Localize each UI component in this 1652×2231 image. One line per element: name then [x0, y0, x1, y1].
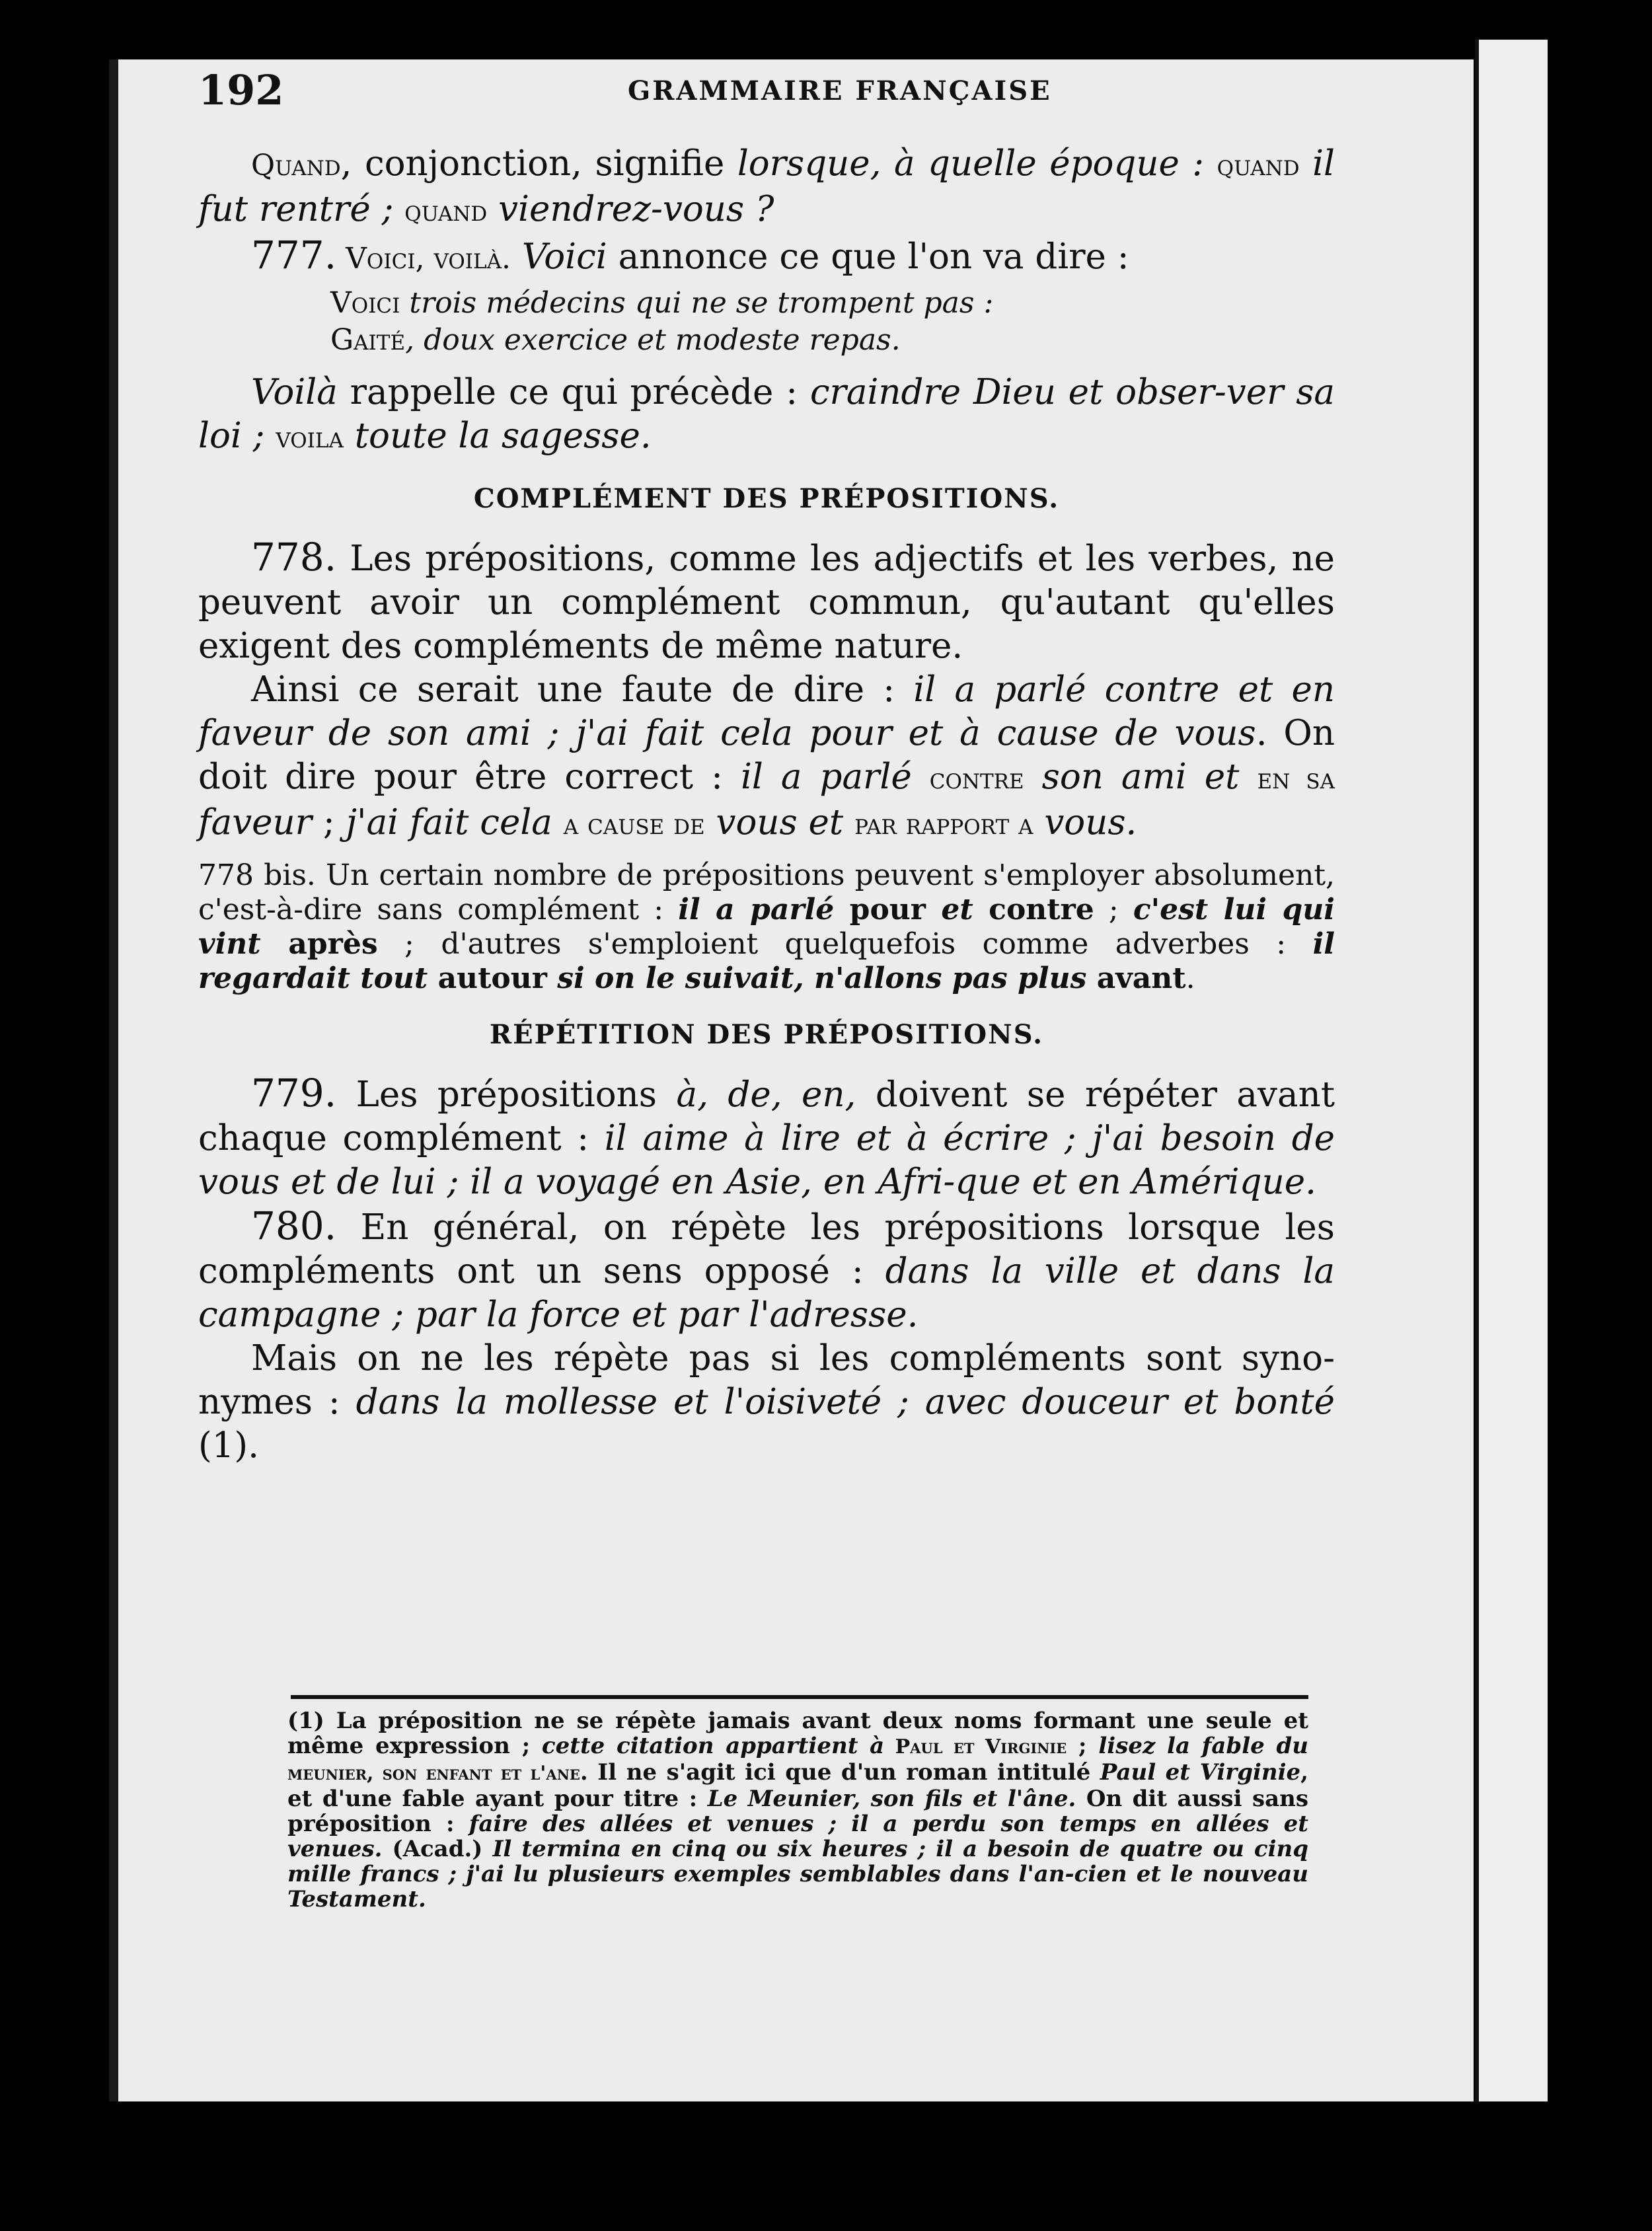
verse-line: Voici trois médecins qui ne se trompent pas :: [330, 286, 994, 320]
page-number: 192: [198, 66, 284, 114]
paragraph-ainsi: Ainsi ce serait une faute de dire : il a parlé contre et en faveur de son ami ; j'ai fait cela pour et à cause de vous. On doit dire pour être correct : il a parlé contre son ami et en sa faveur ; j'ai fait cela a cause de vous et par rapport a vous.: [198, 669, 1335, 843]
paragraph-778-bis: 778 bis. Un certain nombre de prépositions peuvent s'employer absolument, c'est-à-dire sans complément : il a parlé pour et contre ; c'est lui qui vint après ; d'autres s'emploient quelquefois comme adverbes : il regardait tout autour si on le suivait, n'allons pas plus avant.: [198, 858, 1335, 995]
section-heading: RÉPÉTITION DES PRÉPOSITIONS.: [489, 1019, 1044, 1050]
section-number: 778 bis.: [198, 858, 316, 892]
paragraph-779: 779. Les prépositions à, de, en, doivent se répéter avant chaque complément : il aime à lire et à écrire ; j'ai besoin de vous et de lui ; il a voyagé en Asie, en Afri-que et en Amérique.: [198, 1071, 1335, 1202]
section-number: 777.: [251, 233, 337, 278]
paragraph-quand: Quand, conjonction, signifie lorsque, à quelle époque : quand il fut rentré ; quand viendrez-vous ?: [198, 143, 1335, 229]
paragraph-777: 777. Voici, voilà. Voici annonce ce que l'on va dire :: [251, 233, 1129, 278]
section-number: 780.: [251, 1203, 337, 1248]
paragraph-780: 780. En général, on répète les prépositions lorsque les compléments ont un sens opposé : dans la ville et dans la campagne ; par la force et par l'adresse.: [198, 1203, 1335, 1335]
paragraph-778: 778. Les prépositions, comme les adjectifs et les verbes, ne peuvent avoir un complément commun, qu'autant qu'elles exigent des compléments de même nature.: [198, 535, 1335, 666]
section-heading: COMPLÉMENT DES PRÉPOSITIONS.: [473, 483, 1060, 514]
verse-line: Gaité, doux exercice et modeste repas.: [330, 323, 901, 357]
verse-quote: [330, 285, 1335, 359]
paragraph-voila: Voilà rappelle ce qui précède : craindre Dieu et obser-ver sa loi ; voila toute la sagesse.: [198, 372, 1335, 456]
facing-page-edge: [1475, 40, 1548, 2101]
footnote-divider: [291, 1695, 1308, 1699]
section-number: 779.: [251, 1071, 337, 1116]
footnote: (1) La préposition ne se répète jamais avant deux noms formant une seule et même expression ; cette citation appartient à Paul et Virginie ; lisez la fable du meunier, son enfant et l'ane. Il ne s'agit ici que d'un roman intitulé Paul et Virginie, et d'une fable ayant pour titre : Le Meunier, son fils et l'âne. On dit aussi sans préposition : faire des allées et venues ; il a perdu son temps en allées et venues. (Acad.) Il termina en cinq ou six heures ; il a besoin de quatre ou cinq mille francs ; j'ai lu plusieurs exemples semblables dans l'an-cien et le nouveau Testament.: [287, 1708, 1309, 1912]
section-number: 778.: [251, 535, 337, 580]
paragraph-mais: Mais on ne les répète pas si les compléments sont syno-nymes : dans la mollesse et l'oisiveté ; avec douceur et bonté (1).: [198, 1338, 1335, 1466]
book-title: GRAMMAIRE FRANÇAISE: [628, 75, 1052, 106]
running-head: [198, 66, 1335, 119]
main-text: [198, 142, 1335, 1468]
